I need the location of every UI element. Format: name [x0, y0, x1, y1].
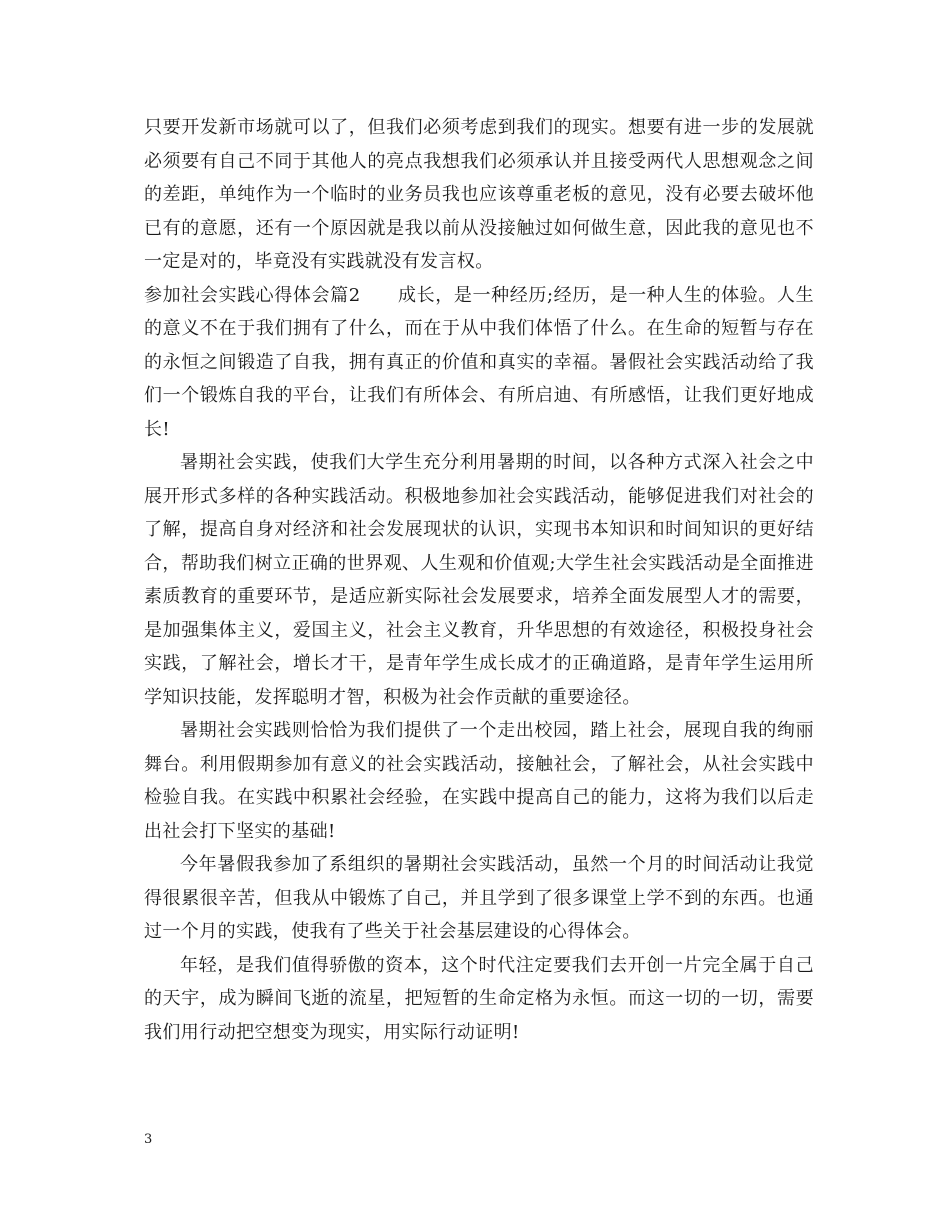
paragraph-youth: 年轻，是我们值得骄傲的资本，这个时代注定要我们去开创一片完全属于自己的天宇，成为瞬间飞逝的流星，把短暂的生命定格为永恒。而这一切的一切，需要我们用行动把空想变为现实，用实际行动证明! — [144, 954, 814, 1043]
paragraph-stage: 暑期社会实践则恰恰为我们提供了一个走出校园，踏上社会，展现自我的绚丽舞台。利用假期参加有意义的社会实践活动，接触社会，了解社会，从社会实践中检验自我。在实践中积累社会经验，在实践中提高自己的能力，这将为我们以后走出社会打下坚实的基础! — [144, 720, 814, 842]
paragraph-this-summer: 今年暑假我参加了系组织的暑期社会实践活动，虽然一个月的时间活动让我觉得很累很辛苦，但我从中锻炼了自己，并且学到了很多课堂上学不到的东西。也通过一个月的实践，使我有了些关于社会基层建设的心得体会。 — [144, 854, 814, 942]
paragraph-section-heading: 参加社会实践心得体会篇2 成长，是一种经历;经历，是一种人生的体验。人生的意义不在于我们拥有了什么，而在于从中我们体悟了什么。在生命的短暂与存在的永恒之间锻造了自我，拥有真正的价值和真实的幸福。暑假社会实践活动给了我们一个锻炼自我的平台，让我们有所体会、有所启迪、有所感悟，让我们更好地成长! — [144, 284, 814, 440]
page-number: 3 — [144, 1132, 153, 1147]
document-body — [144, 111, 814, 1049]
paragraph-continuation: 只要开发新市场就可以了，但我们必须考虑到我们的现实。想要有进一步的发展就必须要有自己不同于其他人的亮点我想我们必须承认并且接受两代人思想观念之间的差距，单纯作为一个临时的业务员我也应该尊重老板的意见，没有必要去破坏他已有的意愿，还有一个原因就是我以前从没接触过如何做生意，因此我的意见也不一定是对的，毕竟没有实践就没有发言权。 — [144, 117, 814, 272]
paragraph-summer-practice: 暑期社会实践，使我们大学生充分利用暑期的时间，以各种方式深入社会之中展开形式多样的各种实践活动。积极地参加社会实践活动，能够促进我们对社会的了解，提高自身对经济和社会发展现状的认识，实现书本知识和时间知识的更好结合，帮助我们树立正确的世界观、人生观和价值观;大学生社会实践活动是全面推进素质教育的重要环节，是适应新实际社会发展要求，培养全面发展型人才的需要，是加强集体主义，爱国主义，社会主义教育，升华思想的有效途径，积极投身社会实践，了解社会，增长才干，是青年学生成长成才的正确道路，是青年学生运用所学知识技能，发挥聪明才智，积极为社会作贡献的重要途径。 — [144, 452, 814, 708]
